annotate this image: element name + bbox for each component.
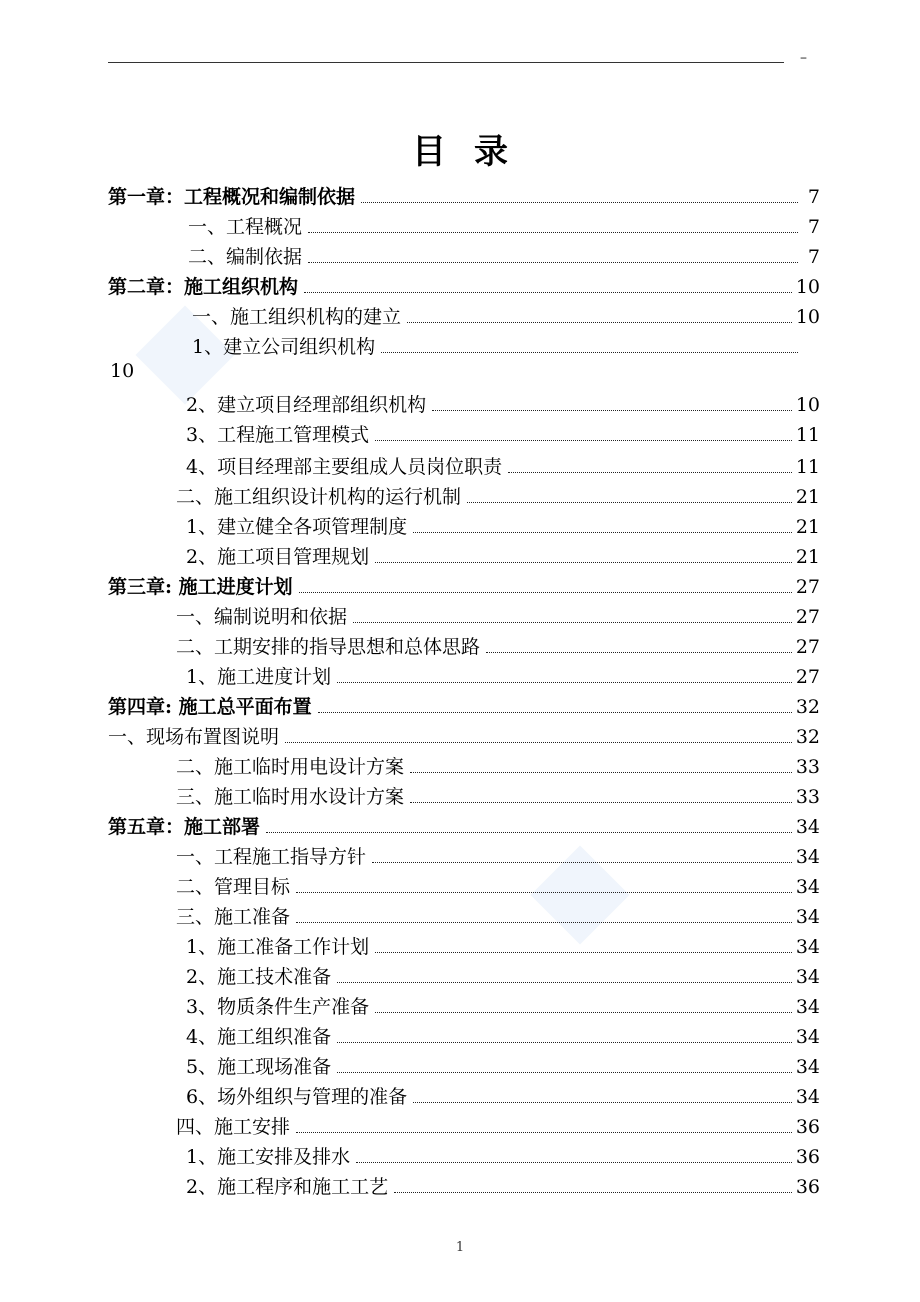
toc-entry[interactable] — [108, 328, 820, 358]
toc-entry-page: 34 — [795, 996, 820, 1018]
toc-entry[interactable] — [108, 658, 820, 688]
toc-entry-label: 一、工程概况 — [188, 216, 303, 238]
toc-entry[interactable] — [108, 898, 820, 928]
toc-chapter-entry[interactable] — [108, 178, 820, 208]
toc-wrapped-page-number: 10 — [110, 360, 135, 382]
toc-entry-page: 10 — [795, 394, 820, 416]
toc-dot-leader — [304, 292, 792, 293]
toc-entry-label: 1、施工准备工作计划 — [186, 936, 370, 958]
toc-dot-leader — [375, 440, 792, 441]
toc-entry-page: 27 — [795, 576, 820, 598]
toc-entry[interactable] — [108, 208, 820, 238]
toc-entry-label: 1、施工安排及排水 — [186, 1146, 351, 1168]
toc-entry-page: 34 — [795, 846, 820, 868]
toc-entry-label: 三、施工准备 — [176, 906, 291, 928]
toc-dot-leader — [413, 1102, 792, 1103]
toc-dot-leader — [308, 262, 798, 263]
toc-entry-label: 1、建立公司组织机构 — [192, 336, 376, 358]
toc-entry-page: 7 — [807, 246, 820, 268]
toc-entry-label: 2、施工项目管理规划 — [186, 546, 370, 568]
toc-entry[interactable] — [108, 508, 820, 538]
toc-entry-label: 一、施工组织机构的建立 — [192, 306, 402, 328]
toc-entry[interactable] — [108, 838, 820, 868]
toc-entry-label: 二、施工临时用电设计方案 — [176, 756, 405, 778]
toc-entry-label: 一、现场布置图说明 — [108, 726, 280, 748]
toc-entry[interactable] — [108, 1168, 820, 1198]
toc-entry[interactable] — [108, 928, 820, 958]
toc-entry-label: 2、建立项目经理部组织机构 — [186, 394, 427, 416]
toc-entry[interactable] — [108, 448, 820, 478]
toc-entry-page: 33 — [795, 756, 820, 778]
toc-dot-leader — [375, 562, 792, 563]
toc-entry-label: 1、建立健全各项管理制度 — [186, 516, 408, 538]
toc-dot-leader — [318, 712, 792, 713]
toc-chapter-entry[interactable] — [108, 688, 820, 718]
toc-entry-label: 第二章：施工组织机构 — [108, 276, 299, 298]
toc-entry-page: 34 — [795, 1056, 820, 1078]
toc-entry-page: 34 — [795, 876, 820, 898]
toc-dot-leader — [413, 532, 792, 533]
toc-entry[interactable] — [108, 868, 820, 898]
toc-dot-leader — [296, 892, 792, 893]
toc-dot-leader — [410, 772, 792, 773]
toc-entry[interactable] — [108, 1048, 820, 1078]
toc-entry-label: 第一章：工程概况和编制依据 — [108, 186, 356, 208]
toc-entry-page: 27 — [795, 636, 820, 658]
toc-entry-page: 11 — [795, 424, 820, 446]
toc-dot-leader — [508, 472, 792, 473]
toc-entry-label: 二、编制依据 — [188, 246, 303, 268]
toc-entry-label: 第四章: 施工总平面布置 — [108, 696, 312, 718]
toc-entry-page: 7 — [807, 186, 820, 208]
header-mark: – — [800, 50, 807, 66]
toc-entry[interactable] — [108, 748, 820, 778]
toc-entry-label: 6、场外组织与管理的准备 — [186, 1086, 408, 1108]
toc-entry-page: 7 — [807, 216, 820, 238]
toc-dot-leader — [394, 1192, 792, 1193]
toc-entry-page: 34 — [795, 1086, 820, 1108]
toc-entry[interactable] — [108, 628, 820, 658]
toc-entry-page: 34 — [795, 936, 820, 958]
toc-entry-label: 4、施工组织准备 — [186, 1026, 332, 1048]
page-title: 目录 — [412, 132, 536, 172]
toc-entry-page: 21 — [795, 516, 820, 538]
toc-entry[interactable] — [108, 298, 820, 328]
toc-dot-leader — [432, 410, 792, 411]
toc-entry-page: 36 — [795, 1176, 820, 1198]
toc-entry-page: 21 — [795, 546, 820, 568]
footer-page-number: 1 — [455, 1240, 465, 1255]
toc-chapter-entry[interactable] — [108, 268, 820, 298]
toc-chapter-entry[interactable] — [108, 568, 820, 598]
toc-entry-label: 3、工程施工管理模式 — [186, 424, 370, 446]
toc-entry[interactable] — [108, 1018, 820, 1048]
toc-dot-leader — [337, 1072, 792, 1073]
toc-entry-label: 2、施工技术准备 — [186, 966, 332, 988]
toc-dot-leader — [375, 952, 792, 953]
toc-dot-leader — [266, 832, 792, 833]
toc-entry-label: 二、施工组织设计机构的运行机制 — [176, 486, 462, 508]
toc-entry-label: 二、管理目标 — [176, 876, 291, 898]
toc-entry-label: 3、物质条件生产准备 — [186, 996, 370, 1018]
toc-dot-leader — [296, 1132, 792, 1133]
toc-entry[interactable] — [108, 988, 820, 1018]
toc-entry-label: 二、工期安排的指导思想和总体思路 — [176, 636, 481, 658]
toc-entry-page: 34 — [795, 966, 820, 988]
toc-entry-page: 34 — [795, 906, 820, 928]
toc-entry-page: 32 — [795, 726, 820, 748]
toc-dot-leader — [467, 502, 792, 503]
toc-entry[interactable] — [108, 598, 820, 628]
toc-entry-page: 27 — [795, 666, 820, 688]
toc-entry-label: 4、项目经理部主要组成人员岗位职责 — [186, 456, 503, 478]
toc-dot-leader — [356, 1162, 792, 1163]
toc-entry[interactable] — [108, 386, 820, 416]
toc-entry-page: 33 — [795, 786, 820, 808]
toc-entry-label: 第三章: 施工进度计划 — [108, 576, 293, 598]
toc-entry-page: 21 — [795, 486, 820, 508]
toc-entry-page: 10 — [795, 276, 820, 298]
toc-entry-page: 10 — [795, 306, 820, 328]
toc-dot-leader — [296, 922, 792, 923]
toc-dot-leader — [337, 982, 792, 983]
toc-dot-leader — [407, 322, 792, 323]
toc-entry-page: 36 — [795, 1146, 820, 1168]
toc-entry-label: 一、编制说明和依据 — [176, 606, 348, 628]
toc-entry-page: 32 — [795, 696, 820, 718]
toc-entry[interactable] — [108, 238, 820, 268]
toc-entry-page: 34 — [795, 816, 820, 838]
toc-dot-leader — [299, 592, 792, 593]
toc-dot-leader — [375, 1012, 792, 1013]
toc-dot-leader — [486, 652, 792, 653]
toc-entry-page: 27 — [795, 606, 820, 628]
toc-entry-label: 三、施工临时用水设计方案 — [176, 786, 405, 808]
toc-entry[interactable] — [108, 1108, 820, 1138]
toc-entry[interactable] — [108, 1138, 820, 1168]
toc-entry-label: 四、施工安排 — [176, 1116, 291, 1138]
toc-dot-leader — [410, 802, 792, 803]
toc-dot-leader — [353, 622, 792, 623]
toc-chapter-entry[interactable] — [108, 808, 820, 838]
toc-entry-page: 36 — [795, 1116, 820, 1138]
toc-dot-leader — [308, 232, 798, 233]
toc-entry-label: 2、施工程序和施工工艺 — [186, 1176, 389, 1198]
toc-entry[interactable] — [108, 778, 820, 808]
toc-entry[interactable] — [108, 538, 820, 568]
toc-entry-label: 1、施工进度计划 — [186, 666, 332, 688]
toc-entry-label: 第五章：施工部署 — [108, 816, 261, 838]
toc-dot-leader — [337, 1042, 792, 1043]
toc-entry-label: 5、施工现场准备 — [186, 1056, 332, 1078]
toc-dot-leader — [372, 862, 792, 863]
toc-dot-leader — [361, 202, 798, 203]
toc-dot-leader — [285, 742, 792, 743]
toc-entry-page: 11 — [795, 456, 820, 478]
toc-dot-leader — [337, 682, 792, 683]
toc-entry[interactable] — [108, 718, 820, 748]
toc-dot-leader — [381, 352, 798, 353]
toc-entry[interactable] — [108, 416, 820, 446]
toc-entry[interactable] — [108, 958, 820, 988]
toc-entry-label: 一、工程施工指导方针 — [176, 846, 367, 868]
toc-entry[interactable] — [108, 478, 820, 508]
toc-entry-page: 34 — [795, 1026, 820, 1048]
toc-entry[interactable] — [108, 1078, 820, 1108]
